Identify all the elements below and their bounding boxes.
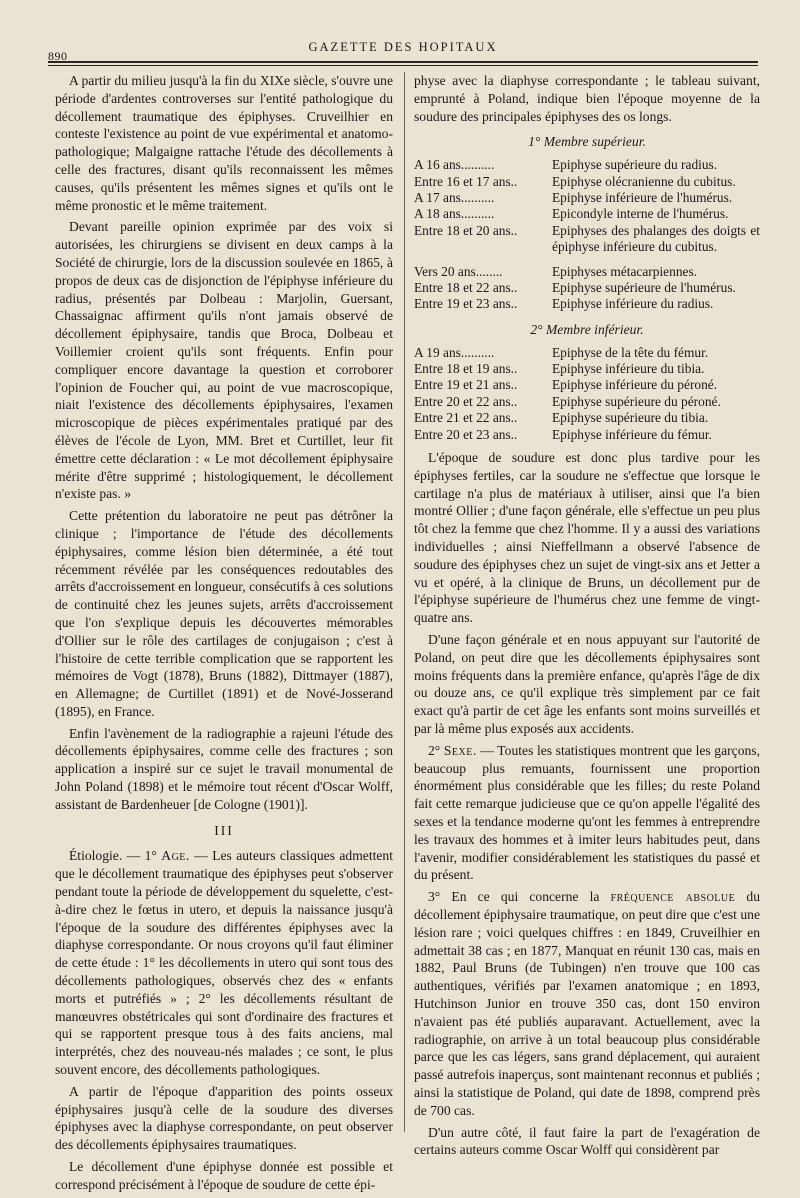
age-cell: Entre 16 et 17 ans.. bbox=[414, 173, 518, 189]
paragraph-etiologie bbox=[55, 847, 393, 1078]
age-cell: A 17 ans.......... bbox=[414, 190, 495, 205]
age-cell: Entre 20 et 22 ans.. bbox=[414, 393, 518, 409]
paragraph: Le décollement d'une épiphyse donnée est possible et correspond précisément à l'époque de soudure de cette épi- bbox=[55, 1159, 393, 1192]
epiphysis-cell: Epiphyse inférieure du radius. bbox=[552, 296, 714, 312]
right-column bbox=[414, 72, 760, 1163]
age-cell: Entre 19 et 23 ans.. bbox=[414, 296, 518, 312]
paragraph-text: du décollement épiphysaire traumatique, on peut dire que c'est une lésion rare ; voici quelques chiffres : en 1849, Cruveilhier en admettait 38 cas ; en 1877, Manquat en réunit 130 cas, mais en 1882, Paul Bruns (de Tubingen) n'en trouve que 100 cas authentiques, vérifiés par l'examen anatomique ; en 1893, Hutchinson Junior en trouve 350 cas, dont 150 environ n'avaient pas été publiés auparavant. Actuellement, avec la radiographie, on arrive à un total beaucoup plus considérable parce que les cas légers, sans grand déplacement, qui auraient passé autrefois inaperçus, sont maintenant reconnus et publiés ; ainsi la statistique de Poland, qui date de 1898, comprend près de 700 cas. bbox=[414, 889, 760, 1118]
header-rule-thin bbox=[48, 65, 758, 66]
epiphysis-cell: Epiphyse inférieure de l'humérus. bbox=[552, 190, 733, 205]
table-row bbox=[414, 427, 760, 443]
sexe-heading: Sexe. bbox=[443, 742, 477, 758]
epiphysis-cell: Epiphyse supérieure de l'humérus. bbox=[552, 280, 736, 296]
epiphysis-cell: Epiphyse supérieure du radius. bbox=[552, 157, 718, 173]
header-rule bbox=[48, 61, 758, 63]
lower-limb-heading: 2° Membre inférieur. bbox=[530, 321, 644, 337]
column-divider bbox=[404, 72, 405, 1132]
table-row bbox=[414, 280, 760, 296]
table-row bbox=[414, 157, 760, 173]
paragraph-sexe bbox=[414, 742, 760, 884]
age-cell: Entre 21 et 22 ans.. bbox=[414, 410, 518, 426]
epiphysis-cell: Epiphyse inférieure du péroné. bbox=[552, 377, 718, 393]
frequence-heading: fréquence absolue bbox=[610, 889, 736, 905]
epiphysis-cell: Epiphyse supérieure du péroné. bbox=[552, 393, 721, 409]
paragraph: physe avec la diaphyse correspondante ; le tableau suivant, emprunté à Poland, indique bien l'époque moyenne de la soudure des principales épiphyses des os longs. bbox=[414, 73, 760, 124]
upper-limb-heading: 1° Membre supérieur. bbox=[528, 134, 646, 150]
age-cell: A 19 ans.......... bbox=[414, 344, 495, 360]
epiphysis-cell: Epiphyses des phalanges des doigts et épiphyse inférieure du cubitus. bbox=[552, 222, 760, 255]
epiphysis-cell: Epicondyle interne de l'humérus. bbox=[552, 206, 729, 222]
table-row bbox=[414, 394, 760, 410]
paragraph: L'époque de soudure est donc plus tardive pour les épiphyses fertiles, car la soudure ne s'effectue que lorsque le cartilage n'a plus de matériaux à utiliser, ainsi que l'a bien montré Ollier ; d'une façon générale, elle s'effectue un peu plus tôt chez la femme que chez l'homme. Il y a aussi des variations individuelles ; ainsi Nieffellmann a observé l'absence de soudure des épiphyses chez un sujet de vingt-six ans et Jetter a vu et opéré, à la clinique de Bruns, un décollement pur de l'épiphyse supérieure de l'humérus chez une femme de vingt-quatre ans. bbox=[414, 450, 760, 626]
table-row bbox=[414, 206, 760, 222]
running-title: GAZETTE DES HOPITAUX bbox=[308, 40, 498, 54]
paragraph: D'une façon générale et en nous appuyant sur l'autorité de Poland, on peut dire que les décollements épiphysaires sont moins fréquents dans la première enfance, qu'après l'âge de dix ou douze ans, ce qu'il explique très simplement par ce fait exact qu'à partir de cet âge les enfants sont moins surveillés et par là même plus exposés aux accidents. bbox=[414, 632, 760, 737]
paragraph: Cette prétention du laboratoire ne peut pas détrôner la clinique ; l'importance de l'étude des décollements épiphysaires, comme lésion bien déterminée, a été tout récemment révélée par les conséquences redoutables des arrêts d'accroissement en longueur, consécutifs à ces solutions de continuité chez les jeunes sujets, arrêts d'accroissement que l'on s'explique depuis les découvertes mémorables d'Ollier sur le rôle des cartilages de conjugaison ; c'est à l'histoire de cette terrible complication que se rapportent les mémoires de Vogt (1878), Bruns (1882), Dittmayer (1887), en Allemagne; de Curtillet (1891) et de Nové-Josserand (1895), en France. bbox=[55, 508, 393, 719]
etiologie-heading: Étiologie. — 1° bbox=[69, 848, 162, 864]
age-cell: Vers 20 ans........ bbox=[414, 263, 503, 279]
page-number: 890 bbox=[48, 49, 68, 63]
age-cell: A 16 ans.......... bbox=[414, 157, 495, 173]
paragraph-text: — Les auteurs classiques admettent que le décollement traumatique des épiphyses peut s'observer pendant toute la période de développement du squelette, c'est-à-dire chez le fœtus in utero, et depuis la naissance jusqu'à l'époque de la soudure des différentes épiphyses avec la diaphyse correspondante. Or nous croyons qu'il faut éliminer de cette étude : 1° les décollements in utero qui sont tous des décollements pathologiques, observés chez des « enfants morts et putréfiés » ; 2° les décollements résultant de manœuvres obstétricales qui sont d'ordinaire des fractures et qui se rapportent presque tous à des faits anciens, mal interprétés, chez des nouveau-nés malades ; ce sont, le plus souvent encore, des décollements pathologiques. bbox=[55, 848, 393, 1078]
epiphysis-cell: Epiphyses métacarpiennes. bbox=[552, 263, 698, 279]
table-row bbox=[414, 174, 760, 190]
upper-limb-table bbox=[414, 157, 760, 313]
table-row bbox=[414, 190, 760, 206]
epiphysis-cell: Epiphyse de la tête du fémur. bbox=[552, 344, 709, 360]
table-row bbox=[414, 361, 760, 377]
paragraph: Devant pareille opinion exprimée par des voix si autorisées, les chirurgiens se divisent en deux camps à la Société de chirurgie, lors de la discussion soulevée en 1865, à propos de deux cas de disjonction de l'épiphyse inférieure du radius, présentés par Dolbeau : Marjolin, Guersant, Chassaignac affirment qu'ils n'ont jamais observé de décollement épiphysaire, tandis que Broca, Dolbeau et Voillemier croient qu'ils sont fréquents. Enfin pour compliquer encore davantage la question et corroborer l'opinion de Foucher qui, au point de vue macroscopique, niait l'existence des décollements épiphysaires, l'examen microscopique de pièces expérimentales pratiqué par des élèves de l'école de Lyon, MM. Bret et Curtillet, leur fit émettre cette déclaration : « Le mot décollement épiphysaire mérite d'être supprimé ; histologiquement, le décollement n'existe pas. » bbox=[55, 219, 393, 502]
age-cell: Entre 18 et 19 ans.. bbox=[414, 361, 518, 377]
epiphysis-cell: Epiphyse olécranienne du cubitus. bbox=[552, 173, 736, 189]
age-heading: Age. bbox=[161, 848, 190, 864]
epiphysis-cell: Epiphyse supérieure du tibia. bbox=[552, 410, 709, 426]
table-row bbox=[414, 256, 760, 280]
age-cell: Entre 18 et 22 ans.. bbox=[414, 280, 518, 296]
section-number: III bbox=[214, 822, 234, 838]
table-row bbox=[414, 377, 760, 393]
lower-limb-table bbox=[414, 345, 760, 443]
sexe-number: 2° bbox=[428, 742, 444, 758]
left-column bbox=[55, 72, 393, 1198]
paragraph: A partir du milieu jusqu'à la fin du XIXe siècle, s'ouvre une période d'ardentes controverses sur l'entité pathologique du décollement traumatique des épiphyses. Cruveilhier en conteste l'existence au point de vue expérimental et anatomo-pathologique; Malgaigne rattache l'étude des décollements à celle des fractures, disant qu'ils reconnaissent les mêmes causes, qu'ils présentent les mêmes signes et qu'ils ont le même pronostic et le même traitement. bbox=[55, 73, 393, 213]
table-row bbox=[414, 410, 760, 426]
paragraph-text: — Toutes les statistiques montrent que les garçons, beaucoup plus remuants, fournissent une proportion énormément plus considérable que les filles; du reste Poland fait cette remarque judicieuse que ce qu'on appelle l'égalité des sexes et la tendance moderne qu'ont les femmes à entreprendre les travaux des hommes et à imiter leurs habitudes peut, dans l'avenir, modifier considérablement les statistiques du passé et du présent. bbox=[414, 742, 760, 883]
paragraph: A partir de l'époque d'apparition des points osseux épiphysaires jusqu'à celle de la soudure des diverses épiphyses avec la diaphyse correspondante, on peut observer des décollements épiphysaires traumatiques. bbox=[55, 1083, 393, 1153]
epiphysis-cell: Epiphyse inférieure du tibia. bbox=[552, 361, 705, 377]
paragraph: D'un autre côté, il faut faire la part de l'exagération de certains auteurs comme Oscar Wolff qui considèrent par bbox=[414, 1124, 760, 1158]
table-row bbox=[414, 223, 760, 256]
table-row bbox=[414, 345, 760, 361]
age-cell: A 18 ans.......... bbox=[414, 206, 495, 222]
age-cell: Entre 19 et 21 ans.. bbox=[414, 377, 518, 393]
paragraph-frequence bbox=[414, 888, 760, 1119]
paragraph: Enfin l'avènement de la radiographie a rajeuni l'étude des décollements épiphysaires, comme celle des fractures ; son application a inspiré sur ce sujet le travail monumental de John Poland (1898) et le mémoire tout récent d'Oscar Wolff, assistant de Bardenheuer [de Cologne (1901)]. bbox=[55, 725, 393, 812]
frequence-intro: 3° En ce qui concerne la bbox=[428, 889, 611, 905]
table-row bbox=[414, 296, 760, 312]
age-cell: Entre 18 et 20 ans.. bbox=[414, 222, 518, 238]
epiphysis-cell: Epiphyse inférieure du fémur. bbox=[552, 426, 712, 442]
age-cell: Entre 20 et 23 ans.. bbox=[414, 426, 518, 442]
